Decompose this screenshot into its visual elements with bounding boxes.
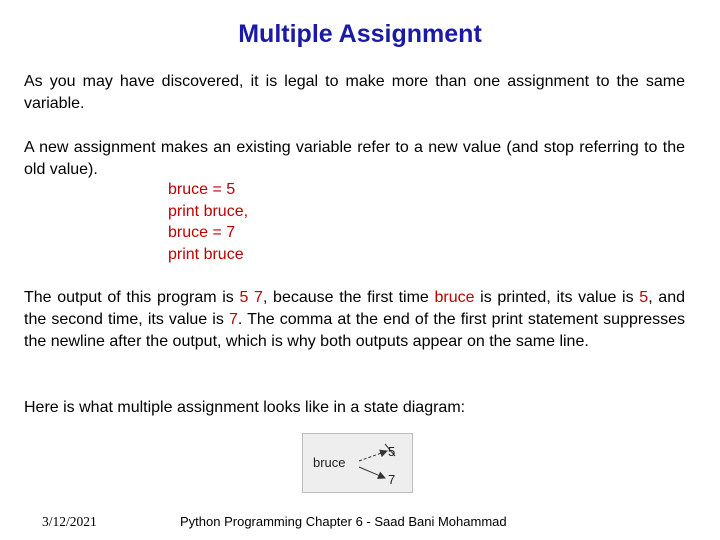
text-segment: , and the second time, its value is bbox=[24, 289, 685, 328]
highlight-output: 5 7 bbox=[239, 289, 263, 306]
diagram-new-value: 7 bbox=[388, 472, 396, 487]
diagram-old-value: 5 bbox=[388, 444, 396, 459]
new-reference-arrow bbox=[359, 467, 385, 478]
paragraph-intro: As you may have discovered, it is legal to make more than one assignment to the same variable. bbox=[24, 73, 685, 112]
paragraph-new-assignment: A new assignment makes an existing variable refer to a new value (and stop referring to the old value). bbox=[24, 139, 685, 178]
diagram-variable-label: bruce bbox=[313, 455, 346, 470]
code-block bbox=[168, 179, 248, 265]
footer-date: 3/12/2021 bbox=[42, 514, 97, 529]
state-diagram-canvas bbox=[303, 434, 414, 494]
code-line: print bruce bbox=[168, 245, 244, 263]
state-diagram bbox=[302, 433, 413, 493]
text-segment: The output of this program is bbox=[24, 289, 240, 306]
paragraph-state-diagram-intro: Here is what multiple assignment looks like in a state diagram: bbox=[24, 399, 466, 416]
highlight-variable: bruce bbox=[434, 289, 475, 306]
code-line: bruce = 7 bbox=[168, 224, 236, 241]
slide-title: Multiple Assignment bbox=[238, 20, 482, 48]
paragraph-output-explanation bbox=[24, 287, 685, 353]
text-segment: , because the first time bbox=[262, 289, 435, 306]
text-segment: . The comma at the end of the first print statement suppresses the newline after the output, which is why both outputs appear on the same line. bbox=[24, 311, 686, 350]
old-reference-arrow bbox=[359, 451, 387, 461]
code-line: bruce = 5 bbox=[168, 181, 236, 198]
text-segment: is printed, its value is bbox=[474, 289, 640, 306]
highlight-value-7: 7 bbox=[228, 311, 238, 328]
footer-text: Python Programming Chapter 6 - Saad Bani Mohammad bbox=[180, 514, 507, 529]
code-line: print bruce, bbox=[168, 202, 249, 220]
highlight-value-5: 5 bbox=[639, 289, 649, 306]
